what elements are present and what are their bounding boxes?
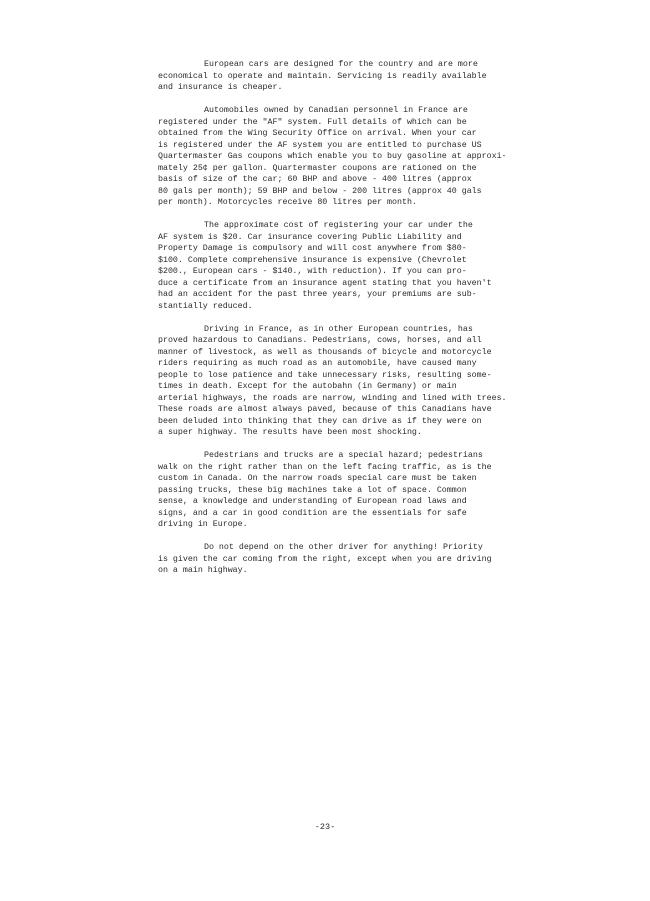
text-line: AF system is $20. Car insurance covering Public Liability and: [158, 232, 462, 242]
text-line: Property Damage is compulsory and will cost anywhere from $80-: [158, 244, 467, 254]
text-line: been deluded into thinking that they can drive as if they were on: [158, 416, 482, 426]
text-line: manner of livestock, as well as thousands of bicycle and motorcycle: [158, 347, 492, 357]
paragraph-pedestrians-trucks: [158, 450, 548, 531]
text-line: economical to operate and maintain. Servicing is readily available: [158, 71, 487, 81]
text-line: per month). Motorcycles receive 80 litres per month.: [158, 198, 417, 208]
text-line: had an accident for the past three years, your premiums are sub-: [158, 290, 477, 300]
text-line: European cars are designed for the country and are more: [204, 60, 478, 69]
text-line: is registered under the AF system you are entitled to purchase US: [158, 140, 482, 150]
text-line: registered under the "AF" system. Full details of which can be: [158, 117, 467, 127]
text-line: and insurance is cheaper.: [158, 83, 283, 92]
paragraph-registration: [158, 105, 548, 209]
text-line: duce a certificate from an insurance agent stating that you haven't: [158, 278, 492, 288]
text-line: Do not depend on the other driver for anything! Priority: [204, 543, 483, 553]
text-line: is given the car coming from the right, except when you are driving: [158, 554, 492, 564]
paragraph-european-cars: [158, 59, 548, 94]
text-line: sense, a knowledge and understanding of European road laws and: [158, 497, 467, 507]
text-line: arterial highways, the roads are narrow, winding and lined with trees.: [158, 393, 507, 403]
text-line: mately 25¢ per gallon. Quartermaster coupons are rationed on the: [158, 163, 477, 173]
text-line: a super highway. The results have been most shocking.: [158, 428, 422, 438]
text-line: riders requiring as much road as an automobile, have caused many: [158, 359, 477, 369]
text-line: obtained from the Wing Security Office on arrival. When your car: [158, 129, 477, 139]
document-body: [158, 59, 548, 589]
text-line: walk on the right rather than on the left facing traffic, as is the: [158, 462, 492, 472]
text-line: 80 gals per month); 59 BHP and below - 200 litres (approx 40 gals: [158, 186, 482, 196]
text-line: custom in Canada. On the narrow roads special care must be taken: [158, 474, 477, 484]
text-line: people to lose patience and take unnecessary risks, resulting some-: [158, 370, 492, 380]
text-line: $200., European cars - $140., with reduction). If you can pro-: [158, 267, 467, 277]
text-line: basis of size of the car; 60 BHP and above - 400 litres (approx: [158, 175, 472, 185]
text-line: Pedestrians and trucks are a special hazard; pedestrians: [204, 451, 483, 461]
text-line: Quartermaster Gas coupons which enable you to buy gasoline at approxi-: [158, 152, 507, 162]
text-line: $100. Complete comprehensive insurance is expensive (Chevrolet: [158, 255, 467, 265]
text-line: These roads are almost always paved, because of this Canadians have: [158, 405, 492, 415]
paragraph-cost-insurance: [158, 220, 548, 312]
text-line: passing trucks, these big machines take a lot of space. Common: [158, 485, 467, 495]
text-line: stantially reduced.: [158, 301, 253, 311]
text-line: The approximate cost of registering your car under the: [204, 221, 473, 231]
text-line: on a main highway.: [158, 566, 248, 576]
paragraph-priority: [158, 542, 548, 577]
text-line: Automobiles owned by Canadian personnel in France are: [204, 106, 468, 116]
text-line: proved hazardous to Canadians. Pedestrians, cows, horses, and all: [158, 336, 482, 346]
text-line: signs, and a car in good condition are the essentials for safe: [158, 508, 467, 518]
text-line: Driving in France, as in other European countries, has: [204, 324, 473, 334]
paragraph-driving-hazards: [158, 324, 548, 439]
text-line: driving in Europe.: [158, 520, 248, 530]
text-line: times in death. Except for the autobahn (in Germany) or main: [158, 382, 457, 392]
page-number: -23-: [314, 822, 336, 832]
